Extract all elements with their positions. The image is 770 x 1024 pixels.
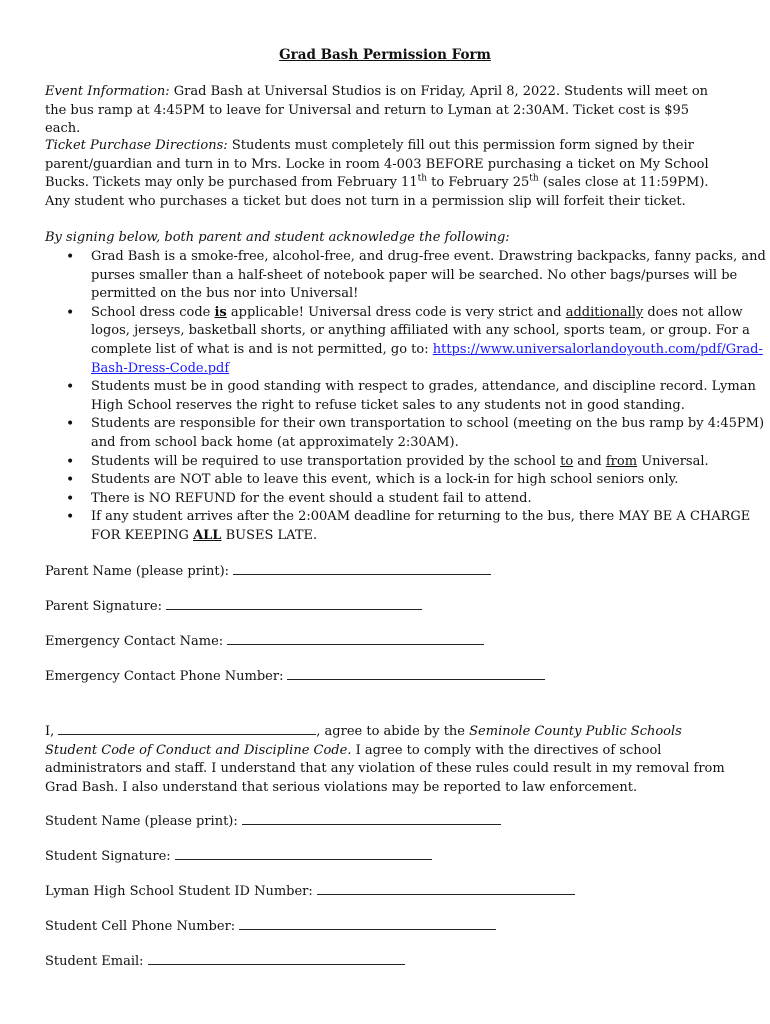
list-item-text: Students are NOT able to leave this event, which is a lock-in for high school seniors only.: [91, 472, 679, 488]
student-signature-field: [45, 847, 432, 867]
list-item-text: Students must be in good standing with respect to grades, attendance, and discipline record. Lyman High School reserves the right to refuse ticket sales to any students not in good standing.: [91, 379, 756, 413]
agreement-text: , agree to abide by the: [316, 724, 470, 739]
ordinal-suffix: th: [529, 173, 539, 184]
student-name-label: Student Name (please print):: [45, 814, 238, 829]
event-information-text: Grad Bash at Universal Studios is on Friday, April 8, 2022. Students will meet on the bus ramp at 4:45PM to leave for Universal and return to Lyman at 2:30AM. Ticket cost is $95 each.: [45, 84, 709, 137]
list-item-text: and: [573, 453, 606, 469]
student-name-input[interactable]: [242, 812, 501, 825]
list-item: [91, 378, 770, 415]
student-id-input[interactable]: [317, 882, 575, 895]
ticket-directions-text: (sales close at 11:59PM). Any student who purchases a ticket but does not turn in a permission slip will forfeit their ticket.: [45, 175, 709, 209]
ticket-purchase-directions: [45, 137, 727, 211]
emergency-contact-phone-label: Emergency Contact Phone Number:: [45, 669, 284, 684]
list-item: [91, 490, 770, 509]
code-of-conduct-title: Seminole County Public Schools Student Code of Conduct and Discipline Code: [45, 724, 682, 758]
student-email-field: [45, 952, 405, 972]
agreement-name-input[interactable]: [58, 722, 316, 735]
list-item: [91, 508, 770, 545]
student-cell-phone-field: [45, 917, 496, 937]
list-item: [91, 471, 770, 490]
acknowledgement-list: [45, 248, 770, 546]
student-signature-input[interactable]: [175, 847, 432, 860]
list-item: [91, 304, 770, 378]
emergency-contact-name-label: Emergency Contact Name:: [45, 634, 224, 649]
student-email-label: Student Email:: [45, 954, 144, 969]
student-cell-phone-input[interactable]: [239, 917, 496, 930]
parent-signature-input[interactable]: [166, 597, 422, 610]
list-item: [91, 248, 770, 304]
emphasis-to: to: [560, 453, 574, 469]
list-item: [91, 415, 770, 452]
list-item-text: BUSES LATE.: [221, 527, 318, 543]
event-information: [45, 83, 727, 139]
list-item-text: Students will be required to use transportation provided by the school: [91, 453, 561, 469]
emergency-contact-name-input[interactable]: [227, 632, 484, 645]
student-name-field: [45, 812, 501, 832]
agreement-text: . I agree to comply with the directives of school administrators and staff. I understand that any violation of these rules could result in my removal from Grad Bash. I also understand that serious violations may be reported to law enforcement.: [45, 742, 725, 795]
emphasis-from: from: [605, 453, 638, 469]
parent-name-input[interactable]: [233, 562, 491, 575]
emphasis-additionally: additionally: [565, 304, 644, 320]
list-item-text: Universal.: [637, 453, 709, 469]
emergency-contact-name-field: [45, 632, 484, 652]
emphasis-is: is: [214, 304, 227, 320]
parent-name-field: [45, 562, 491, 582]
list-item-text: does not allow logos, jerseys, basketball shorts, or anything affiliated with any school, sports team, or group. For a complete list of what is and is not permitted, go to:: [91, 304, 750, 357]
emphasis-all: ALL: [193, 527, 222, 543]
ticket-directions-text: to February 25: [427, 175, 530, 191]
acknowledge-heading-text: By signing below, both parent and student acknowledge the following:: [45, 230, 510, 245]
student-signature-label: Student Signature:: [45, 849, 171, 864]
parent-signature-field: [45, 597, 422, 617]
ordinal-suffix: th: [417, 173, 428, 184]
student-email-input[interactable]: [148, 952, 405, 965]
agreement-intro: I,: [45, 724, 55, 739]
list-item-text: Students are responsible for their own transportation to school (meeting on the bus ramp by 4:45PM) and from school back home (at approximately 2:30AM).: [91, 416, 765, 450]
ticket-directions-label: Ticket Purchase Directions:: [45, 138, 228, 153]
list-item-text: applicable! Universal dress code is very strict and: [226, 304, 566, 320]
emergency-contact-phone-field: [45, 667, 545, 687]
emergency-contact-phone-input[interactable]: [287, 667, 545, 680]
page-title: Grad Bash Permission Form: [279, 47, 491, 63]
student-id-field: [45, 882, 575, 902]
parent-name-label: Parent Name (please print):: [45, 564, 230, 579]
list-item: [91, 453, 770, 472]
student-id-label: Lyman High School Student ID Number:: [45, 884, 313, 899]
agreement-paragraph: [45, 722, 727, 797]
parent-signature-label: Parent Signature:: [45, 599, 162, 614]
list-item-text: If any student arrives after the 2:00AM deadline for returning to the bus, there MAY BE A CHARGE FOR KEEPING: [91, 509, 751, 543]
list-item-text: There is NO REFUND for the event should a student fail to attend.: [91, 490, 532, 506]
student-cell-phone-label: Student Cell Phone Number:: [45, 919, 236, 934]
dress-code-link[interactable]: https://www.universalorlandoyouth.com/pdf/Grad-Bash-Dress-Code.pdf: [91, 341, 763, 376]
ticket-directions-text: Students must completely fill out this permission form signed by their parent/guardian and turn in to Mrs. Locke in room 4-003 BEFORE purchasing a ticket on My School Bucks. Tickets may only be purchased from February 11: [45, 138, 709, 191]
list-item-text: Grad Bash is a smoke-free, alcohol-free, and drug-free event. Drawstring backpacks, fanny packs, and purses smaller than a half-sheet of notebook paper will be searched. No other bags/purses will be permitted on the bus nor into Universal!: [91, 249, 766, 302]
event-information-label: Event Information:: [45, 84, 170, 99]
acknowledge-heading: [45, 229, 727, 248]
list-item-text: School dress code: [91, 304, 215, 320]
